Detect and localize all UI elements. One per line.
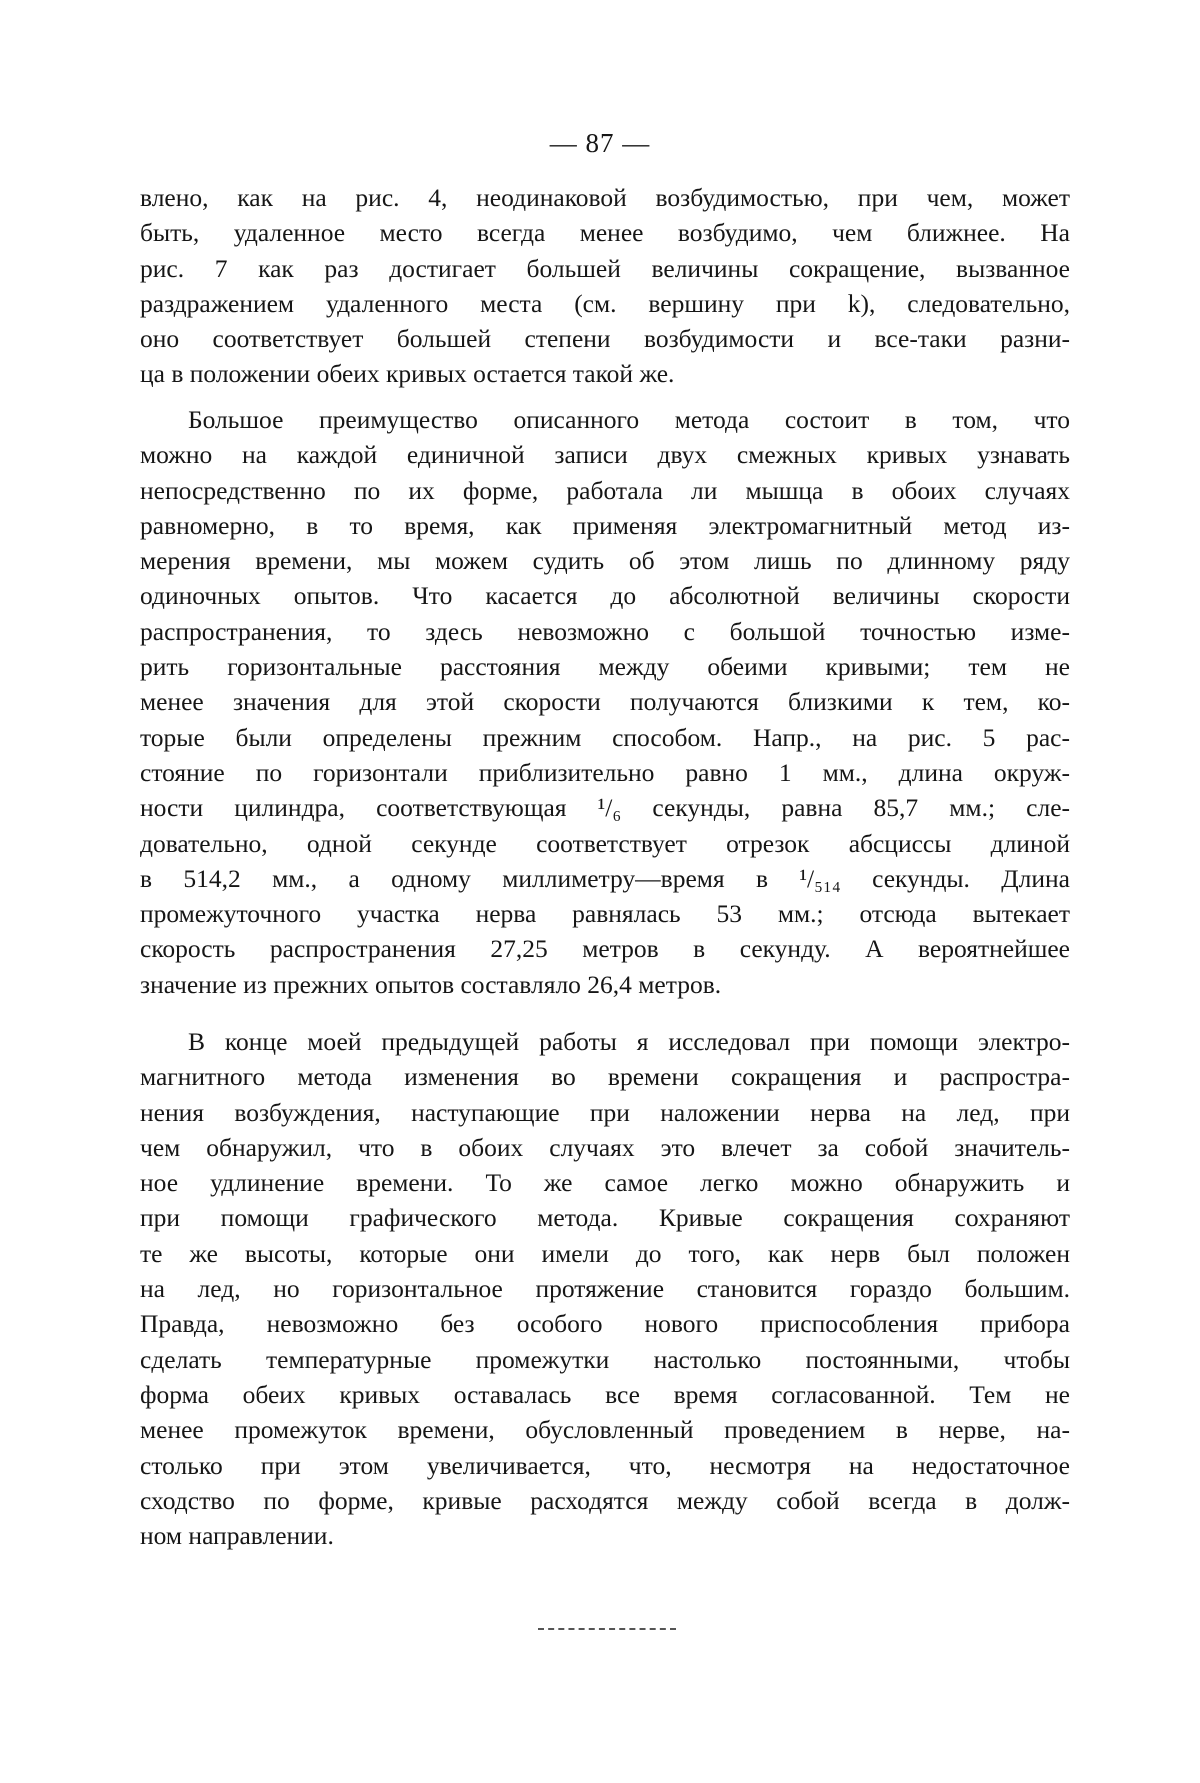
text-line: быть, удаленное место всегда менее возбудимо, чем ближнее. На: [140, 218, 1070, 248]
text-line: сходство по форме, кривые расходятся между собой всегда в долж-: [140, 1485, 1070, 1515]
text-line: раздражением удаленного места (см. вершину при k), следовательно,: [140, 288, 1070, 318]
text-line: рис. 7 как раз достигает большей величины сокращение, вызванное: [140, 253, 1070, 283]
text-line: влено, как на рис. 4, неодинаковой возбудимостью, при чем, может: [140, 183, 1070, 212]
paragraph-1: [140, 180, 1070, 392]
text-line: мерения времени, мы можем судить об этом лишь по длинному ряду: [140, 546, 1070, 576]
text-line: можно на каждой единичной записи двух смежных кривых узнавать: [140, 440, 1070, 470]
text-line: В конце моей предыдущей работы я исследовал при помощи электро-: [188, 1027, 1070, 1056]
text-line: при помощи графического метода. Кривые сокращения сохраняют: [140, 1203, 1070, 1233]
text-line: столько при этом увеличивается, что, несмотря на недостаточное: [140, 1450, 1070, 1480]
paragraph-2: [140, 402, 1070, 1002]
text-line: сделать температурные промежутки настолько постоянными, чтобы: [140, 1344, 1070, 1374]
text-line: магнитного метода изменения во времени сокращения и распростра-: [140, 1062, 1070, 1092]
text-line: распространения, то здесь невозможно с большой точностью изме-: [140, 616, 1070, 646]
text-line: Большое преимущество описанного метода состоит в том, что: [188, 405, 1070, 434]
text-line: непосредственно по их форме, работала ли мышца в обоих случаях: [140, 475, 1070, 505]
text-line: промежуточного участка нерва равнялась 53 мм.; отсюда вытекает: [140, 899, 1070, 929]
text-line: в 514,2 мм., а одному миллиметру—время в ¹/₅₁₄ секунды. Длина: [140, 863, 1070, 893]
paragraph-3: [140, 1024, 1070, 1553]
text-line: значение из прежних опытов составляло 26,4 метров.: [140, 969, 722, 999]
text-line: ности цилиндра, соответствующая ¹/₆ секунды, равна 85,7 мм.; сле-: [140, 793, 1070, 823]
text-line: те же высоты, которые они имели до того, как нерв был положен: [140, 1238, 1070, 1268]
text-line: одиночных опытов. Что касается до абсолютной величины скорости: [140, 581, 1070, 611]
text-line: ца в положении обеих кривых остается такой же.: [140, 359, 675, 389]
text-line: торые были определены прежним способом. Напр., на рис. 5 рас-: [140, 722, 1070, 752]
text-line: Правда, невозможно без особого нового приспособления прибора: [140, 1309, 1070, 1339]
text-line: на лед, но горизонтальное протяжение становится гораздо большим.: [140, 1274, 1070, 1304]
text-line: ном направлении.: [140, 1521, 334, 1551]
text-line: ное удлинение времени. То же самое легко можно обнаружить и: [140, 1168, 1070, 1198]
text-line: довательно, одной секунде соответствует отрезок абсциссы длиной: [140, 828, 1070, 858]
text-line: менее промежуток времени, обусловленный проведением в нерве, на-: [140, 1415, 1070, 1445]
page-number: — 87 —: [549, 128, 651, 158]
text-line: чем обнаружил, что в обоих случаях это влечет за собой значитель-: [140, 1132, 1070, 1162]
text-line: стояние по горизонтали приблизительно равно 1 мм., длина окруж-: [140, 757, 1070, 787]
text-line: скорость распространения 27,25 метров в секунду. А вероятнейшее: [140, 934, 1070, 964]
end-rule: [538, 1628, 676, 1630]
text-line: оно соответствует большей степени возбудимости и все-таки разни-: [140, 324, 1070, 354]
text-line: равномерно, в то время, как применяя электромагнитный метод из-: [140, 510, 1070, 540]
text-line: менее значения для этой скорости получаются близкими к тем, ко-: [140, 687, 1070, 717]
text-line: форма обеих кривых оставалась все время согласованной. Тем не: [140, 1379, 1070, 1409]
text-line: нения возбуждения, наступающие при наложении нерва на лед, при: [140, 1097, 1070, 1127]
text-line: рить горизонтальные расстояния между обеими кривыми; тем не: [140, 652, 1070, 682]
